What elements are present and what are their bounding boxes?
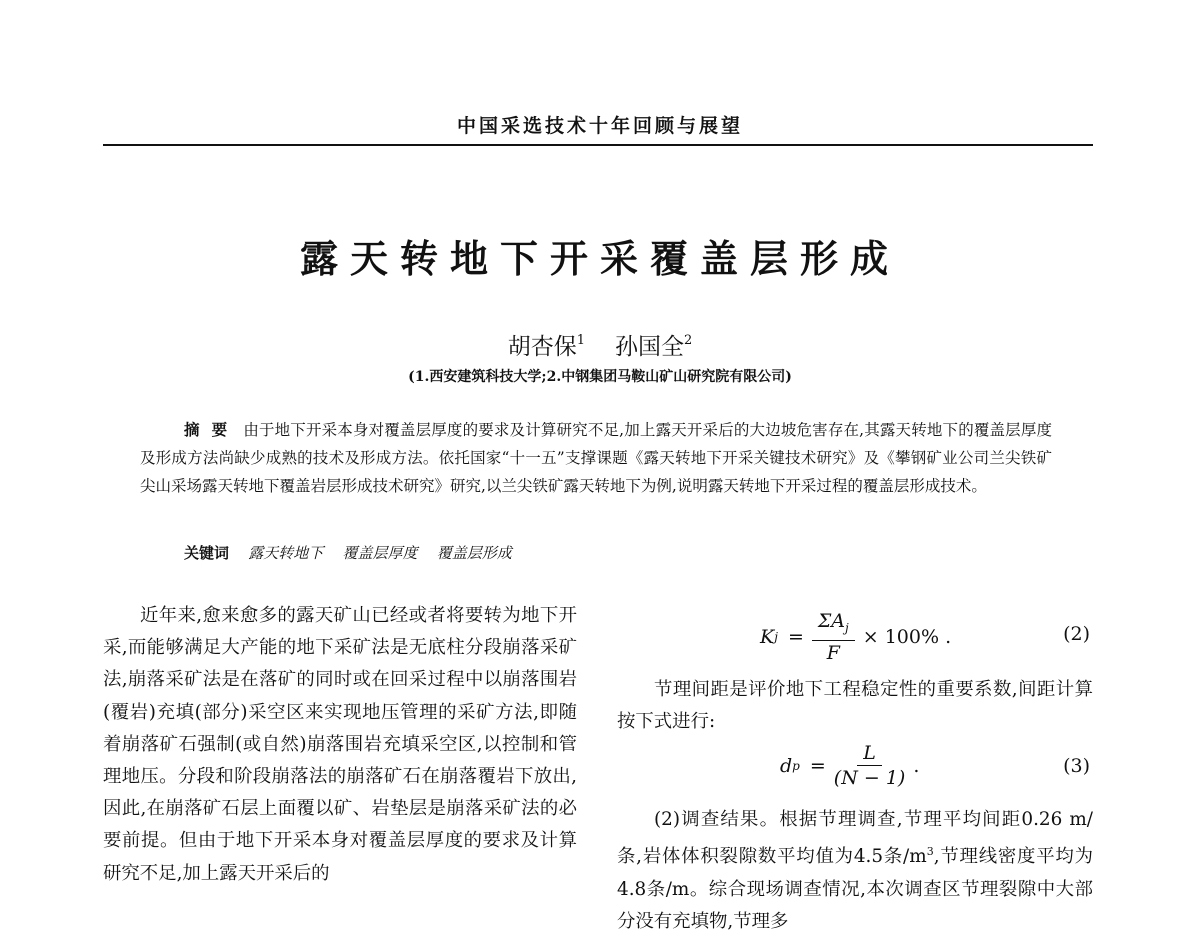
author-affil-mark: 2 [684,333,693,348]
eq2-lhs-sub: j [774,629,778,644]
author-name: 孙国全 [615,334,684,360]
results-paragraph [617,804,1093,938]
eq3-denominator: (N − 1) [833,767,906,789]
eq3-tail: . [913,754,920,777]
left-column [103,600,577,890]
equation-3 [617,742,1093,794]
eq3-fraction [834,742,906,789]
author-name: 胡杏保 [507,334,577,360]
eq3-number: (3) [1063,755,1090,777]
affiliation: (1.西安建筑科技大学;2.中钢集团马鞍山矿山研究院有限公司) [408,369,792,385]
eq3-equals: = [809,754,826,777]
article-title: 露天转地下开采覆盖层形成 [299,236,900,281]
keywords-label: 关键词 [184,544,230,562]
keywords [184,542,512,563]
eq3-lhs: d [780,754,793,777]
spacing-paragraph: 节理间距是评价地下工程稳定性的重要系数,间距计算按下式进行: [617,679,1093,733]
abstract [140,416,1052,500]
results-text-1: (2)调查结果。根据节理调查,节理平均间距0.26 m/条,岩体体积裂隙数平均值为4.5条/m [617,809,1093,868]
eq2-tail: × 100% . [862,625,952,648]
eq2-equals: = [787,625,804,648]
keyword: 覆盖层形成 [436,544,512,562]
results-text-2: ,节理线密度平均为4.8条/m。综合现场调查情况,本次调查区节理裂隙中大部分没有充填物,节理多 [617,846,1093,932]
keyword: 覆盖层厚度 [342,544,418,562]
author-affil-mark: 1 [576,333,585,348]
abstract-label: 摘要 [184,421,240,439]
abstract-text: 由于地下开采本身对覆盖层厚度的要求及计算研究不足,加上露天开采后的大边坡危害存在,其露天转地下的覆盖层厚度及形成方法尚缺少成熟的技术及形成方法。依托国家“十一五”支撑课题《露天转地下开采关键技术研究》及《攀钢矿业公司兰尖铁矿尖山采场露天转地下覆盖岩层形成技术研究》研究,以兰尖铁矿露天转地下为例,说明露天转地下开采过程的覆盖层形成技术。 [140,421,1052,495]
results-unit-sup: 3 [926,845,934,859]
eq2-numerator-sub: j [845,620,849,635]
keyword: 露天转地下 [248,544,324,562]
header-rule [103,144,1093,146]
eq2-numerator: ΣA [817,610,846,632]
eq3-numerator: L [857,742,882,766]
eq2-fraction [812,610,855,664]
intro-paragraph: 近年来,愈来愈多的露天矿山已经或者将要转为地下开采,而能够满足大产能的地下采矿法是无底柱分段崩落采矿法,崩落采矿法是在落矿的同时或在回采过程中以崩落围岩(覆岩)充填(部分)采空区来实现地压管理的采矿方法,即随着崩落矿石强制(或自然)崩落围岩充填采空区,以控制和管理地压。分段和阶段崩落法的崩落矿石在崩落覆岩下放出,因此,在崩落矿石层上面覆以矿、岩垫层是崩落采矿法的必要前提。但由于地下开采本身对覆盖层厚度的要求及计算研究不足,加上露天开采后的 [103,605,577,884]
eq3-lhs-sub: p [792,758,800,773]
author-line [0,328,1200,361]
eq2-number: (2) [1063,623,1090,645]
equation-2 [617,610,1093,662]
right-column-para-2 [617,804,1093,938]
running-head: 中国采选技术十年回顾与展望 [456,115,743,137]
eq2-lhs: K [760,625,775,648]
eq2-denominator: F [826,641,840,664]
right-column-para-1 [617,674,1093,738]
